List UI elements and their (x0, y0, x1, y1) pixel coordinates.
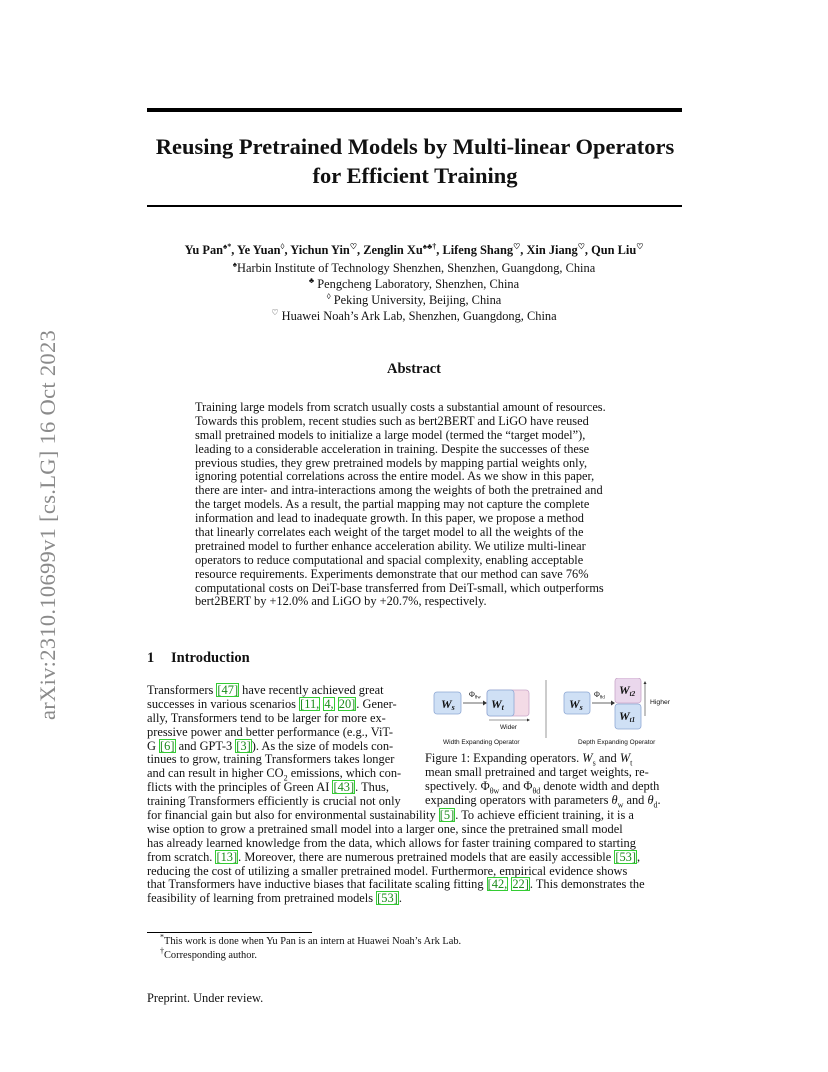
citation-link[interactable]: 4, (324, 696, 334, 711)
footnote: *This work is done when Yu Pan is an intern at Huawei Noah’s Ark Lab. (160, 932, 462, 947)
footnote-rule (147, 932, 312, 933)
affiliation: ♠Harbin Institute of Technology Shenzhen, Shenzhen, Guangdong, China (232, 259, 596, 275)
author: Yu Pan♠* (184, 241, 232, 257)
text-line: successes in various scenarios [11, 4, 20]. Gener- (147, 696, 397, 711)
citation-link[interactable]: [47] (217, 683, 239, 697)
text-line: reducing the cost of utilizing a smaller pretrained model. Furthermore, empirical evidence shows (147, 863, 628, 878)
author: Qun Liu♡ (591, 241, 644, 257)
footnote: †Corresponding author. (160, 946, 257, 961)
author-list: Yu Pan♠*, Ye Yuan◊, Yichun Yin♡, Zenglin Xu♠♣†, Lifeng Shang♡, Xin Jiang♡, Qun Liu♡ (184, 241, 644, 257)
text-line: tinues to grow, training Transformers takes longer (147, 752, 395, 767)
citation-link[interactable]: [11, (300, 696, 320, 711)
citation-link[interactable]: [53] (615, 849, 637, 864)
citation-link[interactable]: [43] (333, 780, 355, 795)
citation-link[interactable]: [42, (487, 877, 508, 892)
citation-link[interactable]: 22] (512, 877, 529, 892)
svg-text:Higher: Higher (650, 699, 671, 706)
paper-title (120, 132, 710, 190)
caption-line: Figure 1: Expanding operators. $W_s$ and $W_t$ (425, 751, 633, 768)
citation-link[interactable]: [3] (236, 738, 251, 753)
arxiv-side-stamp (28, 290, 68, 760)
text-line: has already learned knowledge from the data, which allows for faster training compared to starting (147, 835, 636, 850)
arrow-head (611, 701, 615, 706)
abstract-line: information and lead to inadequate growth. In this paper, we propose a method (195, 511, 584, 526)
abstract-line: that linearly correlates each weight of the target model to all the weights of the (195, 525, 584, 540)
citation-link[interactable]: [53] (377, 891, 398, 906)
text-line: G [6] and GPT-3 [3]). As the size of models con- (147, 738, 394, 753)
text-line: feasibility of learning from pretrained models [53]. (147, 891, 402, 906)
author: Yichun Yin♡ (290, 241, 357, 257)
abstract-line: there are inter- and intra-interactions among the weights of both the pretrained and (195, 483, 603, 498)
abstract-line: pretrained model to further enhance acceleration ability. We utilize multi-linear (195, 538, 586, 553)
author: Zenglin Xu♠♣† (363, 241, 437, 257)
section-title: Introduction (171, 650, 250, 666)
caption-line: mean small pretrained and target weights, re- (425, 764, 649, 779)
title-line-2: for Efficient Training (312, 163, 518, 188)
text-line: wise option to grow a pretrained small model into a larger one, since the pretrained small model (147, 821, 623, 836)
abstract-line: the target models. As a result, the partial mapping may not capture the complete (195, 497, 590, 512)
text-line: from scratch. [13]. Moreover, there are numerous pretrained models that are easily accessible [53], (147, 849, 641, 864)
abstract-line: computational costs on DeiT-base transferred from DeiT-small, which outperforms (195, 580, 604, 595)
text-line: for financial gain but also for environmental sustainability [5]. To achieve efficient training, it is a (147, 808, 634, 822)
citation-link[interactable]: [5] (439, 808, 455, 822)
svg-text:Width Expanding Operator: Width Expanding Operator (443, 739, 520, 746)
affiliation: ◊ Peking University, Beijing, China (326, 291, 502, 307)
svg-text:Wt1: Wt1 (619, 709, 636, 724)
author: Xin Jiang♡ (526, 241, 585, 257)
author: Lifeng Shang♡ (442, 241, 521, 257)
section-heading (147, 650, 250, 667)
arrow-head (483, 701, 487, 706)
figure-caption (425, 752, 687, 808)
caption-line: spectively. $\Phi_{\theta w}$ and $\Phi_{\theta d}$ denote width and depth (425, 778, 660, 796)
text-line: that Transformers have inductive biases that facilitate scaling fitting [42, 22]. This demonstrates the (147, 877, 645, 892)
svg-text:Φθd: Φθd (594, 690, 605, 701)
citation-link[interactable]: [13] (216, 849, 238, 864)
arxiv-identifier: arXiv:2310.10699v1 [cs.LG] 16 Oct 2023 (35, 329, 60, 721)
author: Ye Yuan◊ (237, 241, 285, 257)
citation-link[interactable]: 20] (338, 696, 356, 711)
preprint-note: Preprint. Under review. (147, 991, 264, 1005)
abstract-line: operators to reduce computational and spacial complexity, enabling acceptable (195, 552, 584, 567)
section-number: 1 (147, 650, 155, 666)
text-line: training Transformers efficiently is crucial not only (147, 794, 401, 809)
svg-text:Ws: Ws (441, 697, 455, 712)
text-line: Transformers [47] have recently achieved great (147, 683, 384, 697)
text-line: pressive power and better performance (e.g., ViT- (147, 724, 393, 739)
svg-text:Ws: Ws (569, 697, 583, 712)
svg-text:Wt2: Wt2 (619, 683, 636, 698)
affiliation: ♣ Pengcheng Laboratory, Shenzhen, China (308, 275, 520, 291)
citation-link[interactable]: [6] (160, 738, 175, 753)
svg-text:Φθw: Φθw (469, 690, 481, 701)
title-top-rule (147, 108, 682, 112)
svg-text:Wider: Wider (500, 724, 517, 731)
abstract-line: previous studies, they grew pretrained models by mapping partial weights only, (195, 455, 588, 470)
caption-line: expanding operators with parameters $\theta_w$ and $\theta_d$. (425, 792, 661, 810)
figure-expanding-operators (425, 678, 687, 750)
text-line: flicts with the principles of Green AI [43]. Thus, (147, 780, 389, 795)
title-line-1: Reusing Pretrained Models by Multi-linear Operators (155, 134, 675, 159)
abstract-line: resource requirements. Experiments demonstrate that our method can save 76% (195, 566, 589, 581)
text-line: and can result in higher $CO_2$ emissions, which con- (147, 766, 402, 783)
intro-paragraph-wide (147, 809, 682, 906)
abstract-line: Training large models from scratch usually costs a substantial amount of resources. (195, 400, 606, 414)
intro-paragraph-left (147, 684, 413, 809)
abstract-body (195, 401, 633, 609)
abstract-line: ignoring potential correlations across the entire model. As we show in this paper, (195, 469, 595, 484)
abstract-line: leading to a considerable acceleration in training. Despite the successes of these (195, 441, 590, 456)
svg-text:Wt: Wt (491, 697, 504, 712)
text-line: ally, Transformers tend to be larger for more ex- (147, 710, 386, 725)
abstract-line: bert2BERT by +12.0% and LiGO by +20.7%, respectively. (195, 594, 487, 609)
svg-text:Depth Expanding Operator: Depth Expanding Operator (578, 739, 656, 746)
abstract-heading: Abstract (387, 361, 441, 377)
affiliation: ♡ Huawei Noah’s Ark Lab, Shenzhen, Guangdong, China (271, 307, 557, 323)
abstract-line: small pretrained models to initialize a large model (termed the “target model”), (195, 427, 586, 442)
abstract-line: Towards this problem, recent studies such as bert2BERT and LiGO have reused (195, 413, 589, 428)
title-bottom-rule (147, 205, 682, 207)
